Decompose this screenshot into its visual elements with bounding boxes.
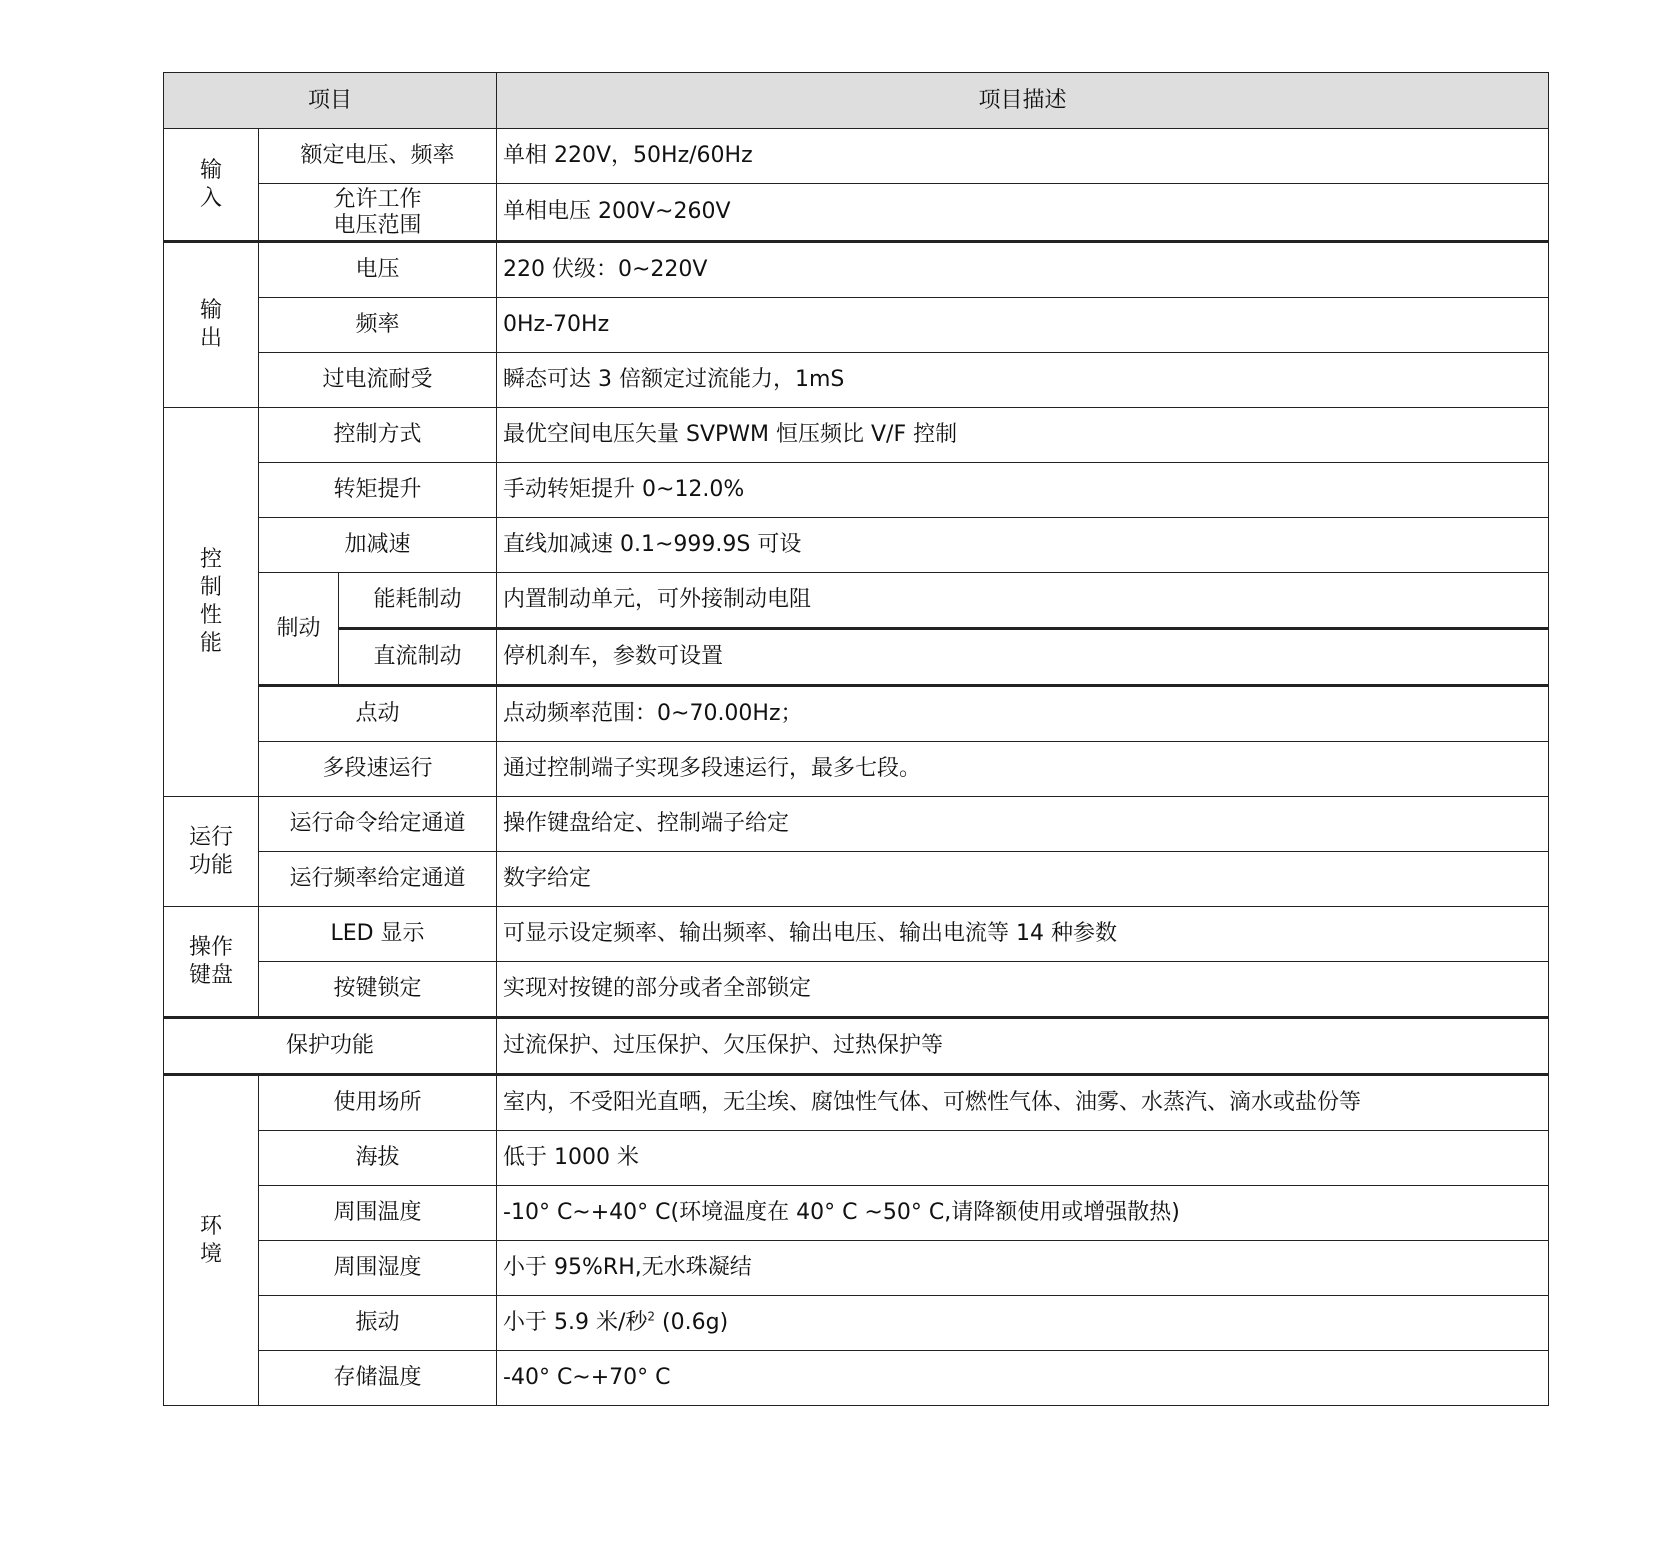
row-value: 操作键盘给定、控制端子给定: [497, 797, 1549, 852]
row-value: 低于 1000 米: [497, 1131, 1549, 1186]
group-output: 输出: [164, 242, 259, 408]
row-value: 小于 95%RH,无水珠凝结: [497, 1241, 1549, 1296]
row-value: 小于 5.9 米/秒$^2$ (0.6g): [497, 1296, 1549, 1351]
row-label: 点动: [259, 686, 497, 742]
row-value: 室内，不受阳光直晒，无尘埃、腐蚀性气体、可燃性气体、油雾、水蒸汽、滴水或盐份等: [497, 1075, 1549, 1131]
row-label: 存储温度: [259, 1351, 497, 1406]
row-value: 220 伏级：0~220V: [497, 242, 1549, 298]
row-label: 直流制动: [339, 629, 497, 686]
row-label: 频率: [259, 298, 497, 353]
spec-table: [163, 72, 1549, 1406]
row-label: 多段速运行: [259, 742, 497, 797]
table-row: [164, 1241, 1549, 1296]
row-label: 电压: [259, 242, 497, 298]
table-row: [164, 242, 1549, 298]
table-row: [164, 1186, 1549, 1241]
table-row: [164, 463, 1549, 518]
table-row: [164, 629, 1549, 686]
row-value: 内置制动单元，可外接制动电阻: [497, 573, 1549, 629]
row-value: 直线加减速 0.1~999.9S 可设: [497, 518, 1549, 573]
row-value: 最优空间电压矢量 SVPWM 恒压频比 V/F 控制: [497, 408, 1549, 463]
row-label: LED 显示: [259, 907, 497, 962]
row-value: 数字给定: [497, 852, 1549, 907]
row-value: 可显示设定频率、输出频率、输出电压、输出电流等 14 种参数: [497, 907, 1549, 962]
row-value: 手动转矩提升 0~12.0%: [497, 463, 1549, 518]
table-row: [164, 1018, 1549, 1075]
table-row: [164, 353, 1549, 408]
row-label: 运行频率给定通道: [259, 852, 497, 907]
table-row: [164, 408, 1549, 463]
table-row: [164, 686, 1549, 742]
header-item: 项目: [164, 73, 497, 129]
group-control: 控制性能: [164, 408, 259, 797]
row-label: 控制方式: [259, 408, 497, 463]
table-row: [164, 962, 1549, 1018]
row-value: 0Hz-70Hz: [497, 298, 1549, 353]
row-label: 保护功能: [164, 1018, 497, 1075]
row-value: 停机刹车，参数可设置: [497, 629, 1549, 686]
header-description: 项目描述: [497, 73, 1549, 129]
row-label: 按键锁定: [259, 962, 497, 1018]
row-value: 瞬态可达 3 倍额定过流能力，1mS: [497, 353, 1549, 408]
group-brake: 制动: [259, 573, 339, 686]
table-row: [164, 852, 1549, 907]
row-value: 单相 220V，50Hz/60Hz: [497, 129, 1549, 184]
row-label: 运行命令给定通道: [259, 797, 497, 852]
table-row: [164, 298, 1549, 353]
table-row: [164, 184, 1549, 242]
row-label: 能耗制动: [339, 573, 497, 629]
group-env: 环境: [164, 1075, 259, 1406]
row-value: -10° C~+40° C(环境温度在 40° C ~50° C,请降额使用或增强散热): [497, 1186, 1549, 1241]
table-row: [164, 1131, 1549, 1186]
table-row: [164, 573, 1549, 629]
group-keypad: 操作键盘: [164, 907, 259, 1018]
table-row: [164, 1296, 1549, 1351]
row-label: 使用场所: [259, 1075, 497, 1131]
row-label: 周围湿度: [259, 1241, 497, 1296]
table-row: [164, 907, 1549, 962]
group-run: 运行功能: [164, 797, 259, 907]
table-row: [164, 742, 1549, 797]
row-label: 转矩提升: [259, 463, 497, 518]
row-value: 点动频率范围：0~70.00Hz；: [497, 686, 1549, 742]
row-label: 过电流耐受: [259, 353, 497, 408]
table-row: [164, 797, 1549, 852]
row-label: 额定电压、频率: [259, 129, 497, 184]
row-label: 周围温度: [259, 1186, 497, 1241]
row-label: 振动: [259, 1296, 497, 1351]
group-input: 输入: [164, 129, 259, 242]
row-value: 过流保护、过压保护、欠压保护、过热保护等: [497, 1018, 1549, 1075]
table-row: [164, 1351, 1549, 1406]
row-label: 海拔: [259, 1131, 497, 1186]
row-value: 实现对按键的部分或者全部锁定: [497, 962, 1549, 1018]
table-row: [164, 518, 1549, 573]
row-value: 单相电压 200V~260V: [497, 184, 1549, 242]
table-row: [164, 129, 1549, 184]
row-value: 通过控制端子实现多段速运行，最多七段。: [497, 742, 1549, 797]
row-label: 允许工作电压范围: [259, 184, 497, 242]
table-row: [164, 1075, 1549, 1131]
row-value: -40° C~+70° C: [497, 1351, 1549, 1406]
row-label: 加减速: [259, 518, 497, 573]
header-row: [164, 73, 1549, 129]
